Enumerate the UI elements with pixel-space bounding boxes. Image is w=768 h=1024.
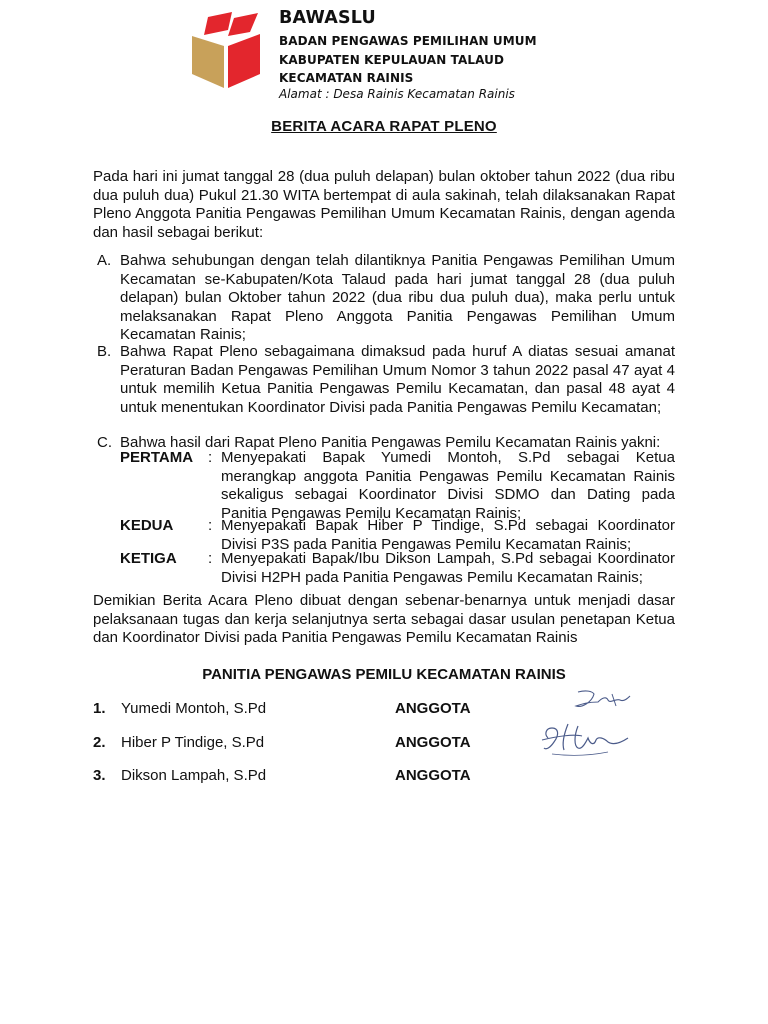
decision-text: Menyepakati Bapak Yumedi Montoh, S.Pd sebagai Ketua merangkap anggota Panitia Pengawas Pemilu Kecamatan Rainis sekaligus sebagai Koordinator Divisi SDMO dan Dating pada Panitia Pengawas Pemilu Kecamatan Rainis; — [221, 449, 675, 522]
decision-text: Menyepakati Bapak/Ibu Dikson Lampah, S.Pd sebagai Koordinator Divisi H2PH pada Panitia Pengawas Pemilu Kecamatan Rainis; — [221, 550, 675, 586]
handwritten-signature-icon — [572, 688, 632, 714]
committee-title: PANITIA PENGAWAS PEMILU KECAMATAN RAINIS — [202, 666, 566, 683]
member-row — [93, 734, 613, 754]
member-number: 1. — [93, 700, 106, 717]
decision-colon: : — [208, 449, 213, 466]
closing-paragraph: Demikian Berita Acara Pleno dibuat dengan sebenar-benarnya untuk menjadi dasar pelaksanaan tugas dan kerja selanjutnya serta sebagai dasar usulan penetapan Ketua dan Koordinator Divisi pada Panitia Pengawas Pemilu Kecamatan Rainis — [93, 592, 675, 647]
decision-text: Menyepakati Bapak Hiber P Tindige, S.Pd sebagai Koordinator Divisi P3S pada Panitia Pengawas Pemilu Kecamatan Rainis; — [221, 517, 675, 553]
decision-label: PERTAMA — [120, 449, 194, 466]
decision-label: KETIGA — [120, 550, 177, 567]
member-role: ANGGOTA — [395, 700, 471, 717]
handwritten-signature-icon — [538, 716, 634, 760]
list-item-letter: C. — [97, 434, 112, 451]
org-line-2: KABUPATEN KEPULAUAN TALAUD — [279, 53, 505, 67]
address: Alamat : Desa Rainis Kecamatan Rainis — [279, 87, 515, 101]
document-title: BERITA ACARA RAPAT PLENO — [271, 118, 497, 135]
org-line-1: BADAN PENGAWAS PEMILIHAN UMUM — [279, 34, 537, 48]
org-name: BAWASLU — [279, 8, 376, 28]
member-row — [93, 767, 613, 787]
member-role: ANGGOTA — [395, 734, 471, 751]
member-name: Yumedi Montoh, S.Pd — [121, 700, 267, 717]
member-number: 3. — [93, 767, 106, 784]
list-item-letter: A. — [97, 252, 112, 269]
list-item-letter: B. — [97, 343, 112, 360]
member-row — [93, 700, 613, 720]
decision-colon: : — [208, 550, 213, 567]
bawaslu-logo-icon — [188, 12, 264, 94]
list-item-text: Bahwa sehubungan dengan telah dilantiknya Panitia Pengawas Pemilihan Umum Kecamatan se-Kabupaten/Kota Talaud pada hari jumat tanggal 28 (dua puluh delapan) bulan Oktober tahun 2022 (dua ribu dua puluh dua), maka perlu untuk melaksanakan Rapat Pleno Anggota Panitia Pengawas Pemilihan Umum Kecamatan Rainis; — [120, 252, 675, 344]
org-line-3: KECAMATAN RAINIS — [279, 71, 414, 85]
member-name: Dikson Lampah, S.Pd — [121, 767, 267, 784]
member-number: 2. — [93, 734, 106, 751]
decision-label: KEDUA — [120, 517, 174, 534]
member-name: Hiber P Tindige, S.Pd — [121, 734, 265, 751]
list-item-text: Bahwa hasil dari Rapat Pleno Panitia Pengawas Pemilu Kecamatan Rainis yakni: — [120, 434, 661, 451]
decision-colon: : — [208, 517, 213, 534]
intro-paragraph: Pada hari ini jumat tanggal 28 (dua puluh delapan) bulan oktober tahun 2022 (dua ribu dua puluh dua) Pukul 21.30 WITA bertempat di aula sakinah, telah dilaksanakan Rapat Pleno Anggota Panitia Pengawas Pemilihan Umum Kecamatan Rainis, dengan agenda dan hasil sebagai berikut: — [93, 168, 675, 241]
list-item-text: Bahwa Rapat Pleno sebagaimana dimaksud pada huruf A diatas sesuai amanat Peraturan Badan Pengawas Pemilihan Umum Nomor 3 tahun 2022 pasal 47 ayat 4 untuk memilih Ketua Panitia Pengawas Pemilu Kecamatan, dan pasal 48 ayat 4 untuk menentukan Koordinator Divisi pada Panitia Pengawas Pemilu Kecamatan; — [120, 343, 675, 416]
member-role: ANGGOTA — [395, 767, 471, 784]
